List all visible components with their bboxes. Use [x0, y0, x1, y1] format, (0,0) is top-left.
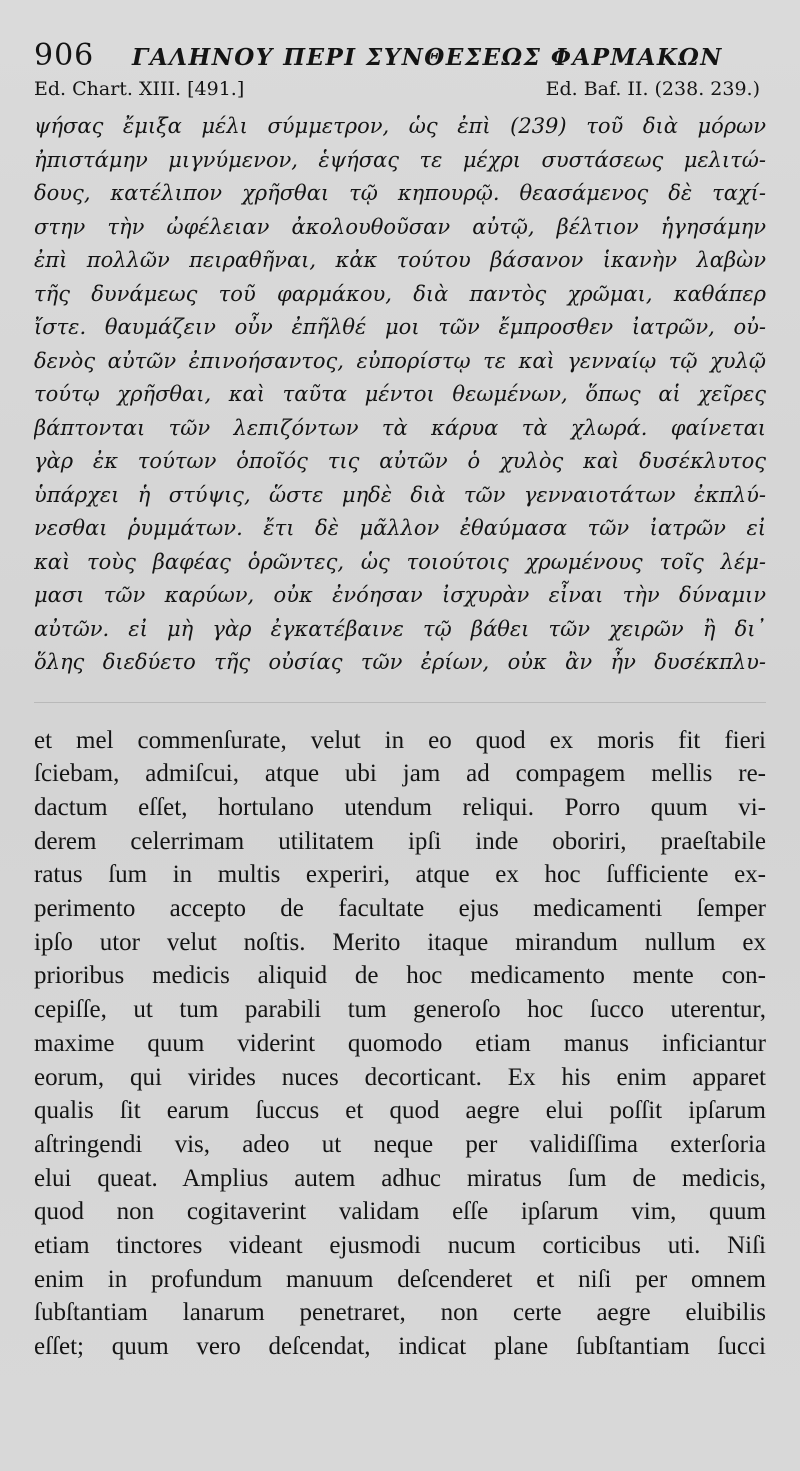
greek-text-line: καὶ τοὺς βαφέας ὁρῶντες, ὡς τοιούτοις χρωμένους τοῖς λέμ- [34, 549, 766, 574]
page-number: 906 [34, 38, 95, 73]
greek-text-line: ὅλης διεδύετο τῆς οὐσίας τῶν ἐρίων, οὐκ ἂν ἦν δυσέκπλυ- [34, 650, 766, 674]
latin-text-line: ſubſtantiam lanarum penetraret, non certe aegre eluibilis [34, 1299, 766, 1327]
greek-text-line: ἐπὶ πολλῶν πειραθῆναι, κἀκ τούτου βάσανον ἱκανὴν λαβὼν [34, 248, 766, 272]
edition-chartier: Ed. Chart. XIII. [491.] [34, 78, 245, 100]
greek-text-line: μασι τῶν καρύων, οὐκ ἐνόησαν ἰσχυρὰν εἶναι τὴν δύναμιν [34, 583, 766, 607]
latin-text-line: derem celerrimam utilitatem ipſi inde oboriri, praeſtabile [34, 827, 766, 855]
latin-text-line: eſſet; quum vero deſcendat, indicat plane ſubſtantiam ſucci [34, 1333, 766, 1361]
latin-text-line: ipſo utor velut noſtis. Merito itaque mirandum nullum ex [34, 928, 766, 956]
greek-text-line: γὰρ ἐκ τούτων ὁποῖός τις αὐτῶν ὁ χυλὸς καὶ δυσέκλυτος [34, 449, 766, 473]
latin-text-block [34, 724, 766, 1364]
latin-text-line: qualis ſit earum ſuccus et quod aegre elui poſſit ipſarum [34, 1097, 766, 1125]
greek-text-line: ἠπιστάμην μιγνύμενον, ἑψήσας τε μέχρι συστάσεως μελιτώ- [34, 147, 766, 172]
latin-text-line: eorum, qui virides nuces decorticant. Ex his enim apparet [34, 1063, 766, 1091]
greek-text-line: ψήσας ἔμιξα μέλι σύμμετρον, ὡς ἐπὶ (239) τοῦ διὰ μόρων [34, 114, 766, 138]
greek-text-line: τῆς δυνάμεως τοῦ φαρμάκου, διὰ παντὸς χρῶμαι, καθάπερ [34, 281, 766, 306]
edition-basel: Ed. Baf. II. (238. 239.) [545, 78, 760, 100]
greek-text-line: νεσθαι ῥυμμάτων. ἔτι δὲ μᾶλλον ἐθαύμασα τῶν ἰατρῶν εἰ [34, 516, 766, 540]
latin-text-line: enim in profundum manuum deſcenderet et niſi per omnem [34, 1265, 766, 1293]
latin-text-line: ratus ſum in multis experiri, atque ex hoc ſufficiente ex- [34, 861, 766, 889]
greek-text-line: στην τὴν ὠφέλειαν ἀκολουθοῦσαν αὐτῷ, βέλτιον ἡγησάμην [34, 214, 766, 239]
edition-line [34, 78, 766, 106]
latin-text-line: dactum eſſet, hortulano utendum reliqui. Porro quum vi- [34, 793, 766, 821]
greek-text-line: ὑπάρχει ἡ στύψις, ὥστε μηδὲ διὰ τῶν γενναιοτάτων ἐκπλύ- [34, 482, 766, 507]
greek-text-line: τούτῳ χρῆσθαι, καὶ ταῦτα μέντοι θεωμένων, ὅπως αἱ χεῖρες [34, 382, 766, 406]
latin-text-line: etiam tinctores videant ejusmodi nucum corticibus uti. Niſi [34, 1232, 766, 1260]
latin-text-line: maxime quum viderint quomodo etiam manus inficiantur [34, 1029, 766, 1057]
column-divider [34, 702, 766, 703]
latin-text-line: prioribus medicis aliquid de hoc medicamento mente con- [34, 962, 766, 990]
greek-text-line: δενὸς αὐτῶν ἐπινοήσαντος, εὐπορίστῳ τε καὶ γενναίῳ τῷ χυλῷ [34, 348, 766, 373]
greek-text-line: αὐτῶν. εἰ μὴ γὰρ ἐγκατέβαινε τῷ βάθει τῶν χειρῶν ἢ δι᾽ [34, 616, 766, 641]
latin-text-line: perimento accepto de facultate ejus medicamenti ſemper [34, 895, 766, 923]
latin-text-line: elui queat. Amplius autem adhuc miratus ſum de medicis, [34, 1164, 766, 1192]
greek-text-line: ἴστε. θαυμάζειν οὖν ἐπῆλθέ μοι τῶν ἔμπροσθεν ἰατρῶν, οὐ- [34, 315, 766, 339]
greek-text-block [34, 110, 766, 680]
latin-text-line: cepiſſe, ut tum parabili tum generoſo hoc ſucco uterentur, [34, 996, 766, 1024]
running-title: ΓΑΛΗΝΟΥ ΠΕΡΙ ΣΥΝΘΕΣΕΩΣ ΦΑΡΜΑΚΩΝ [132, 44, 723, 71]
greek-text-line: βάπτονται τῶν λεπιζόντων τὰ κάρυα τὰ χλωρά. φαίνεται [34, 415, 766, 440]
latin-text-line: et mel commenſurate, velut in eo quod ex moris fit fieri [34, 726, 766, 754]
running-head [34, 38, 766, 78]
latin-text-line: aſtringendi vis, adeo ut neque per validiſſima exterſoria [34, 1130, 766, 1158]
latin-text-line: quod non cogitaverint validam eſſe ipſarum vim, quum [34, 1198, 766, 1226]
latin-text-line: ſciebam, admiſcui, atque ubi jam ad compagem mellis re- [34, 760, 766, 788]
greek-text-line: δους, κατέλιπον χρῆσθαι τῷ κηπουρῷ. θεασάμενος δὲ ταχί- [34, 181, 766, 205]
